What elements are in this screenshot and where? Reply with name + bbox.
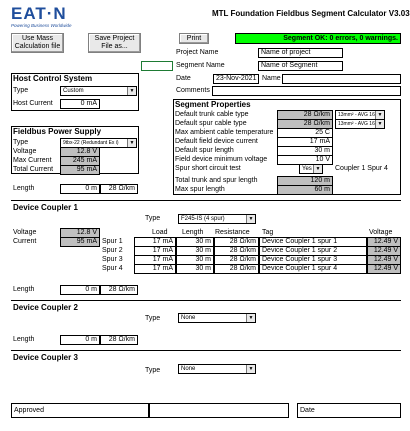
host-current-field[interactable]: 0 mA [60, 99, 100, 109]
name-label: Name [262, 75, 281, 82]
device-min-voltage-label: Field device minimum voltage [175, 156, 268, 163]
host-title: Host Control System [13, 74, 93, 83]
spur-short-circuit-label: Spur short circuit test [175, 165, 241, 172]
chevron-down-icon[interactable]: ▼ [375, 111, 384, 119]
coupler1-current-field: 95 mA [60, 237, 100, 247]
coupler3-type-label: Type [145, 367, 161, 374]
spur-length[interactable]: 30 m [176, 246, 214, 256]
power-type-select[interactable]: 9tbx-22 (Redundant Ex i) ▼ [60, 138, 137, 148]
trunk-cable-select[interactable]: 13mm² - AVG 16 ▼ [335, 110, 385, 120]
spur-tag[interactable]: Device Coupler 1 spur 2 [259, 246, 367, 256]
max-spur-length-field: 60 m [277, 185, 333, 195]
segment-name-field[interactable]: Name of Segment [258, 61, 343, 71]
spur-short-circuit-select[interactable]: Yes ▼ [299, 164, 323, 174]
total-length-label: Total trunk and spur length [175, 177, 258, 184]
short-circuit-target: Coupler 1 Spur 4 [335, 165, 388, 172]
host-type-select[interactable]: Custom ▼ [60, 86, 137, 96]
chevron-down-icon[interactable]: ▼ [246, 365, 255, 373]
spur-load[interactable]: 17 mA [134, 246, 176, 256]
app-title: MTL Foundation Fieldbus Segment Calculator V3.03 [212, 9, 410, 18]
power-max-current-label: Max Current [13, 157, 52, 164]
active-cell-cursor[interactable] [141, 61, 173, 71]
divider [11, 350, 401, 351]
spur-tag[interactable]: Device Coupler 1 spur 1 [259, 237, 367, 247]
power-type-label: Type [13, 139, 29, 146]
spur-voltage: 12.49 V [367, 246, 401, 256]
spur-load[interactable]: 17 mA [134, 255, 176, 265]
spur-cable-select[interactable]: 13mm² - AVG 16 ▼ [335, 119, 385, 129]
footer-date-field[interactable] [297, 403, 401, 418]
power-total-current-field: 95 mA [60, 165, 100, 175]
divider [11, 300, 401, 301]
use-mass-calculation-button[interactable]: Use Mass Calculation file [11, 33, 64, 53]
resistance-header: Resistance [215, 229, 250, 236]
coupler1-current-label: Current [13, 238, 37, 245]
trunk-length-field[interactable]: 0 m [60, 335, 100, 345]
trunk-resistance-field: 28 Ω/km [100, 335, 138, 345]
spur-name: Spur 1 [102, 238, 123, 245]
max-ambient-temp-field[interactable]: 25 C [277, 128, 333, 138]
trunk-resistance-field: 28 Ω/km [100, 285, 138, 295]
approved-field[interactable] [11, 403, 149, 418]
host-current-label: Host Current [13, 100, 53, 107]
approved-value-field[interactable] [149, 403, 289, 418]
chevron-down-icon[interactable]: ▼ [246, 215, 255, 223]
spur-tag[interactable]: Device Coupler 1 spur 4 [259, 264, 367, 274]
coupler1-type-label: Type [145, 215, 161, 222]
eaton-logo: EAT·N Powering Business Worldwide [11, 4, 72, 28]
project-name-label: Project Name [176, 49, 219, 56]
chevron-down-icon[interactable]: ▼ [127, 87, 136, 95]
device-min-voltage-field[interactable]: 10 V [277, 155, 333, 165]
save-project-button[interactable]: Save Project File as... [88, 33, 141, 53]
default-spur-cable-value: 28 Ω/km [277, 119, 333, 129]
trunk-length-label: Length [13, 286, 35, 293]
chevron-down-icon[interactable]: ▼ [375, 120, 384, 128]
max-ambient-temp-label: Max ambient cable temperature [175, 129, 274, 136]
spur-length[interactable]: 30 m [176, 237, 214, 247]
approved-label: Approved [14, 407, 44, 414]
power-max-current-field: 245 mA [60, 156, 100, 166]
spur-name: Spur 2 [102, 247, 123, 254]
spur-resistance: 28 Ω/km [214, 237, 259, 247]
comments-field[interactable] [212, 86, 401, 96]
coupler3-title: Device Coupler 3 [13, 353, 78, 362]
coupler3-type-select[interactable]: None ▼ [178, 364, 256, 374]
footer-date-label: Date [300, 407, 315, 414]
coupler1-voltage-label: Voltage [13, 229, 37, 236]
trunk-length-label: Length [13, 336, 35, 343]
spur-name: Spur 3 [102, 256, 123, 263]
trunk-length-label: Length [13, 185, 35, 192]
spur-load[interactable]: 17 mA [134, 264, 176, 274]
spur-voltage: 12.49 V [367, 264, 401, 274]
trunk-length-field[interactable]: 0 m [60, 285, 100, 295]
coupler2-type-select[interactable]: None ▼ [178, 313, 256, 323]
segment-properties-title: Segment Properties [175, 100, 251, 109]
name-field[interactable] [282, 74, 401, 84]
voltage-header: Voltage [369, 229, 393, 236]
default-trunk-cable-label: Default trunk cable type [175, 111, 249, 118]
coupler1-voltage-field: 12.8 V [60, 228, 100, 238]
power-voltage-label: Voltage [13, 148, 37, 155]
default-spur-length-field[interactable]: 30 m [277, 146, 333, 156]
spur-length[interactable]: 30 m [176, 255, 214, 265]
power-title: Fieldbus Power Supply [13, 127, 102, 136]
chevron-down-icon[interactable]: ▼ [313, 165, 322, 173]
power-voltage-field: 12.8 V [60, 147, 100, 157]
trunk-resistance-field: 28 Ω/km [100, 184, 138, 194]
load-header: Load [152, 229, 168, 236]
coupler2-type-label: Type [145, 315, 161, 322]
spur-voltage: 12.49 V [367, 255, 401, 265]
chevron-down-icon[interactable]: ▼ [127, 139, 136, 147]
spur-resistance: 28 Ω/km [214, 246, 259, 256]
power-total-current-label: Total Current [13, 166, 54, 173]
comments-label: Comments [176, 87, 210, 94]
segment-name-label: Segment Name [176, 62, 225, 69]
spur-load[interactable]: 17 mA [134, 237, 176, 247]
default-device-current-field[interactable]: 17 mA [277, 137, 333, 147]
print-button[interactable]: Print [179, 33, 209, 44]
spur-tag[interactable]: Device Coupler 1 spur 3 [259, 255, 367, 265]
spur-voltage: 12.49 V [367, 237, 401, 247]
spur-length[interactable]: 30 m [176, 264, 214, 274]
chevron-down-icon[interactable]: ▼ [246, 314, 255, 322]
spur-name: Spur 4 [102, 265, 123, 272]
date-field[interactable]: 23-Nov-2021 [213, 74, 259, 84]
divider [11, 200, 401, 201]
host-type-label: Type [13, 87, 29, 94]
default-spur-cable-label: Default spur cable type [175, 120, 247, 127]
total-length-field: 120 m [277, 176, 333, 186]
coupler1-type-select[interactable]: F245-IS (4 spur) ▼ [178, 214, 256, 224]
trunk-length-field[interactable]: 0 m [60, 184, 100, 194]
max-spur-length-label: Max spur length [175, 186, 225, 193]
length-header: Length [182, 229, 204, 236]
spur-resistance: 28 Ω/km [214, 255, 259, 265]
date-label: Date [176, 75, 191, 82]
tag-header: Tag [262, 229, 274, 236]
coupler2-title: Device Coupler 2 [13, 303, 78, 312]
default-device-current-label: Default field device current [175, 138, 258, 145]
default-spur-length-label: Default spur length [175, 147, 234, 154]
spur-resistance: 28 Ω/km [214, 264, 259, 274]
status-banner: Segment OK: 0 errors, 0 warnings. [235, 33, 401, 44]
default-trunk-cable-value: 28 Ω/km [277, 110, 333, 120]
coupler1-title: Device Coupler 1 [13, 203, 78, 212]
project-name-field[interactable]: Name of project [258, 48, 343, 58]
